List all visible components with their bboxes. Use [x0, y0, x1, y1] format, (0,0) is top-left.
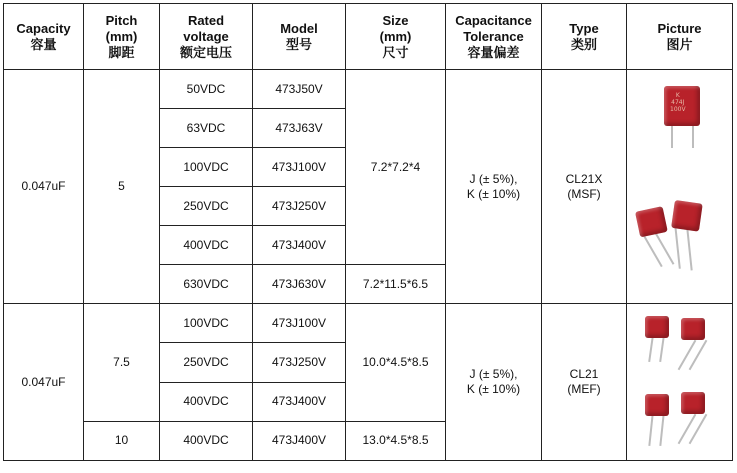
tolerance-cell: J (± 5%), K (± 10%) — [446, 304, 542, 461]
tolerance-cell: J (± 5%), K (± 10%) — [446, 70, 542, 304]
voltage-cell: 63VDC — [160, 109, 253, 148]
capacity-cell: 0.047uF — [4, 304, 84, 461]
header-model: Model 型号 — [253, 4, 346, 70]
picture-cell — [627, 304, 733, 461]
voltage-cell: 400VDC — [160, 382, 253, 421]
table-row — [4, 70, 733, 109]
size-cell: 7.2*11.5*6.5 — [346, 265, 446, 304]
voltage-cell: 250VDC — [160, 343, 253, 382]
voltage-cell: 100VDC — [160, 148, 253, 187]
model-cell: 473J100V — [253, 304, 346, 343]
voltage-cell: 100VDC — [160, 304, 253, 343]
table-row — [4, 304, 733, 343]
capacity-cell: 0.047uF — [4, 70, 84, 304]
model-cell: 473J250V — [253, 343, 346, 382]
picture-cell: K 474J 100V — [627, 70, 733, 304]
model-cell: 473J100V — [253, 148, 346, 187]
model-cell: 473J400V — [253, 226, 346, 265]
header-rated-voltage: Rated voltage 额定电压 — [160, 4, 253, 70]
pitch-cell: 7.5 — [84, 304, 160, 422]
pitch-cell: 5 — [84, 70, 160, 304]
model-cell: 473J50V — [253, 70, 346, 109]
header-size: Size (mm) 尺寸 — [346, 4, 446, 70]
header-picture: Picture 图片 — [627, 4, 733, 70]
header-capacity: Capacity 容量 — [4, 4, 84, 70]
header-type: Type 类别 — [542, 4, 627, 70]
voltage-cell: 400VDC — [160, 421, 253, 460]
capacitor-spec-table — [3, 3, 733, 461]
voltage-cell: 50VDC — [160, 70, 253, 109]
size-cell: 13.0*4.5*8.5 — [346, 421, 446, 460]
header-row — [4, 4, 733, 70]
model-cell: 473J250V — [253, 187, 346, 226]
header-pitch: Pitch (mm) 脚距 — [84, 4, 160, 70]
model-cell: 473J400V — [253, 421, 346, 460]
pitch-cell: 10 — [84, 421, 160, 460]
model-cell: 473J630V — [253, 265, 346, 304]
model-cell: 473J400V — [253, 382, 346, 421]
type-cell: CL21X (MSF) — [542, 70, 627, 304]
model-cell: 473J63V — [253, 109, 346, 148]
size-cell: 10.0*4.5*8.5 — [346, 304, 446, 422]
header-tolerance: Capacitance Tolerance 容量偏差 — [446, 4, 542, 70]
voltage-cell: 400VDC — [160, 226, 253, 265]
voltage-cell: 250VDC — [160, 187, 253, 226]
size-cell: 7.2*7.2*4 — [346, 70, 446, 265]
voltage-cell: 630VDC — [160, 265, 253, 304]
type-cell: CL21 (MEF) — [542, 304, 627, 461]
